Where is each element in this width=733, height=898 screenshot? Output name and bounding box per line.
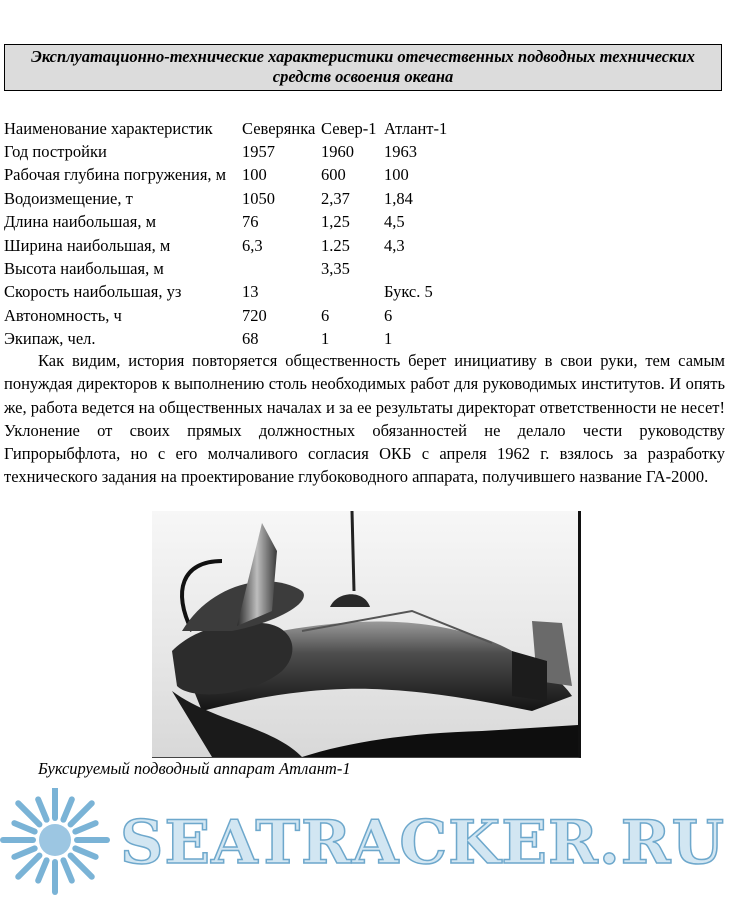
table-cell: 6 — [384, 305, 393, 325]
table-cell: Букс. 5 — [384, 282, 433, 302]
sun-ray — [63, 799, 71, 819]
table-cell: 76 — [242, 212, 259, 232]
table-row — [4, 211, 464, 234]
watermark-text: SEATRACKER.RU — [120, 808, 725, 878]
table-row — [4, 140, 464, 163]
table-cell: Скорость наибольшая, уз — [4, 282, 182, 302]
submersible-photo — [152, 511, 581, 758]
table-header-cell: Север-1 — [321, 118, 377, 138]
table-cell — [242, 257, 321, 280]
table-cell: Длина наибольшая, м — [4, 212, 157, 232]
table-cell: Экипаж, чел. — [4, 329, 96, 349]
sun-ray — [75, 848, 95, 856]
sun-ray — [71, 856, 92, 877]
table-cell: Автономность, ч — [4, 305, 122, 325]
table-cell: 1960 — [321, 142, 354, 162]
towed-submersible-photo — [152, 511, 578, 757]
sun-ray — [71, 803, 92, 824]
photo-caption: Буксируемый подводный аппарат Атлант-1 — [38, 759, 351, 778]
table-row — [4, 328, 464, 351]
table-cell: 6,3 — [242, 235, 263, 255]
table-cell: 1.25 — [321, 235, 350, 255]
table-cell: Ширина наибольшая, м — [4, 235, 171, 255]
table-cell: 1,25 — [321, 212, 350, 232]
table-cell: 3,35 — [321, 259, 350, 279]
table-cell: 1 — [321, 329, 330, 349]
table-cell — [384, 257, 464, 280]
table-cell: 4,5 — [384, 212, 405, 232]
table-header-cell: Северянка — [242, 118, 316, 138]
table-cell: 2,37 — [321, 188, 350, 208]
sun-ray — [18, 803, 39, 824]
table-cell: 1050 — [242, 188, 275, 208]
table-cell: Рабочая глубина погружения, м — [4, 165, 227, 185]
table-cell: 4,3 — [384, 235, 405, 255]
table-cell: Год постройки — [4, 142, 107, 162]
table-row — [4, 257, 464, 280]
table-cell: 1,84 — [384, 188, 413, 208]
table-cell: 1957 — [242, 142, 275, 162]
sun-ray — [18, 856, 39, 877]
table-cell: 100 — [384, 165, 409, 185]
table-cell: 13 — [242, 282, 259, 302]
table-cell: Высота наибольшая, м — [4, 259, 164, 279]
table-cell: 100 — [242, 165, 267, 185]
table-cell: Водоизмещение, т — [4, 188, 133, 208]
sun-ray — [63, 860, 71, 880]
table-row — [4, 164, 464, 187]
sun-rays-icon — [3, 788, 107, 892]
sun-ray — [38, 799, 46, 819]
table-header-cell: Атлант-1 — [384, 118, 448, 138]
table-cell: 600 — [321, 165, 346, 185]
table-cell: 1 — [384, 329, 393, 349]
table-header-row — [4, 117, 464, 140]
sun-ray — [14, 823, 34, 831]
table-row — [4, 304, 464, 327]
sun-ray — [75, 823, 95, 831]
table-row — [4, 234, 464, 257]
body-paragraph: Как видим, история повторяется общественность берет инициативу в свои руки, тем самым понуждая директоров к выполнению столь необходимых работ для руководимых институтов. И опять же, работа ведется на общественных началах и за ее результаты директорат ответственности не несет! Уклонение от своих прямых должностных обязанностей не делало чести руководству Гипрорыбфлота, но с его молчаливого согласия ОКБ с апреля 1962 г. взялось за разработку технического задания на проектирование глубоководного аппарата, получившего название ГА-2000. — [4, 351, 725, 487]
table-header-cell: Наименование характеристик — [4, 118, 213, 138]
table-title: Эксплуатационно-технические характеристики отечественных подводных технических средств освоения океана — [4, 44, 722, 91]
specs-table — [4, 117, 464, 351]
table-row — [4, 187, 464, 210]
sun-ray — [38, 860, 46, 880]
table-cell: 720 — [242, 305, 267, 325]
table-cell: 6 — [321, 305, 330, 325]
table-cell — [321, 281, 384, 304]
sun-ray — [14, 848, 34, 856]
table-cell: 1963 — [384, 142, 417, 162]
table-cell: 68 — [242, 329, 259, 349]
table-row — [4, 281, 464, 304]
